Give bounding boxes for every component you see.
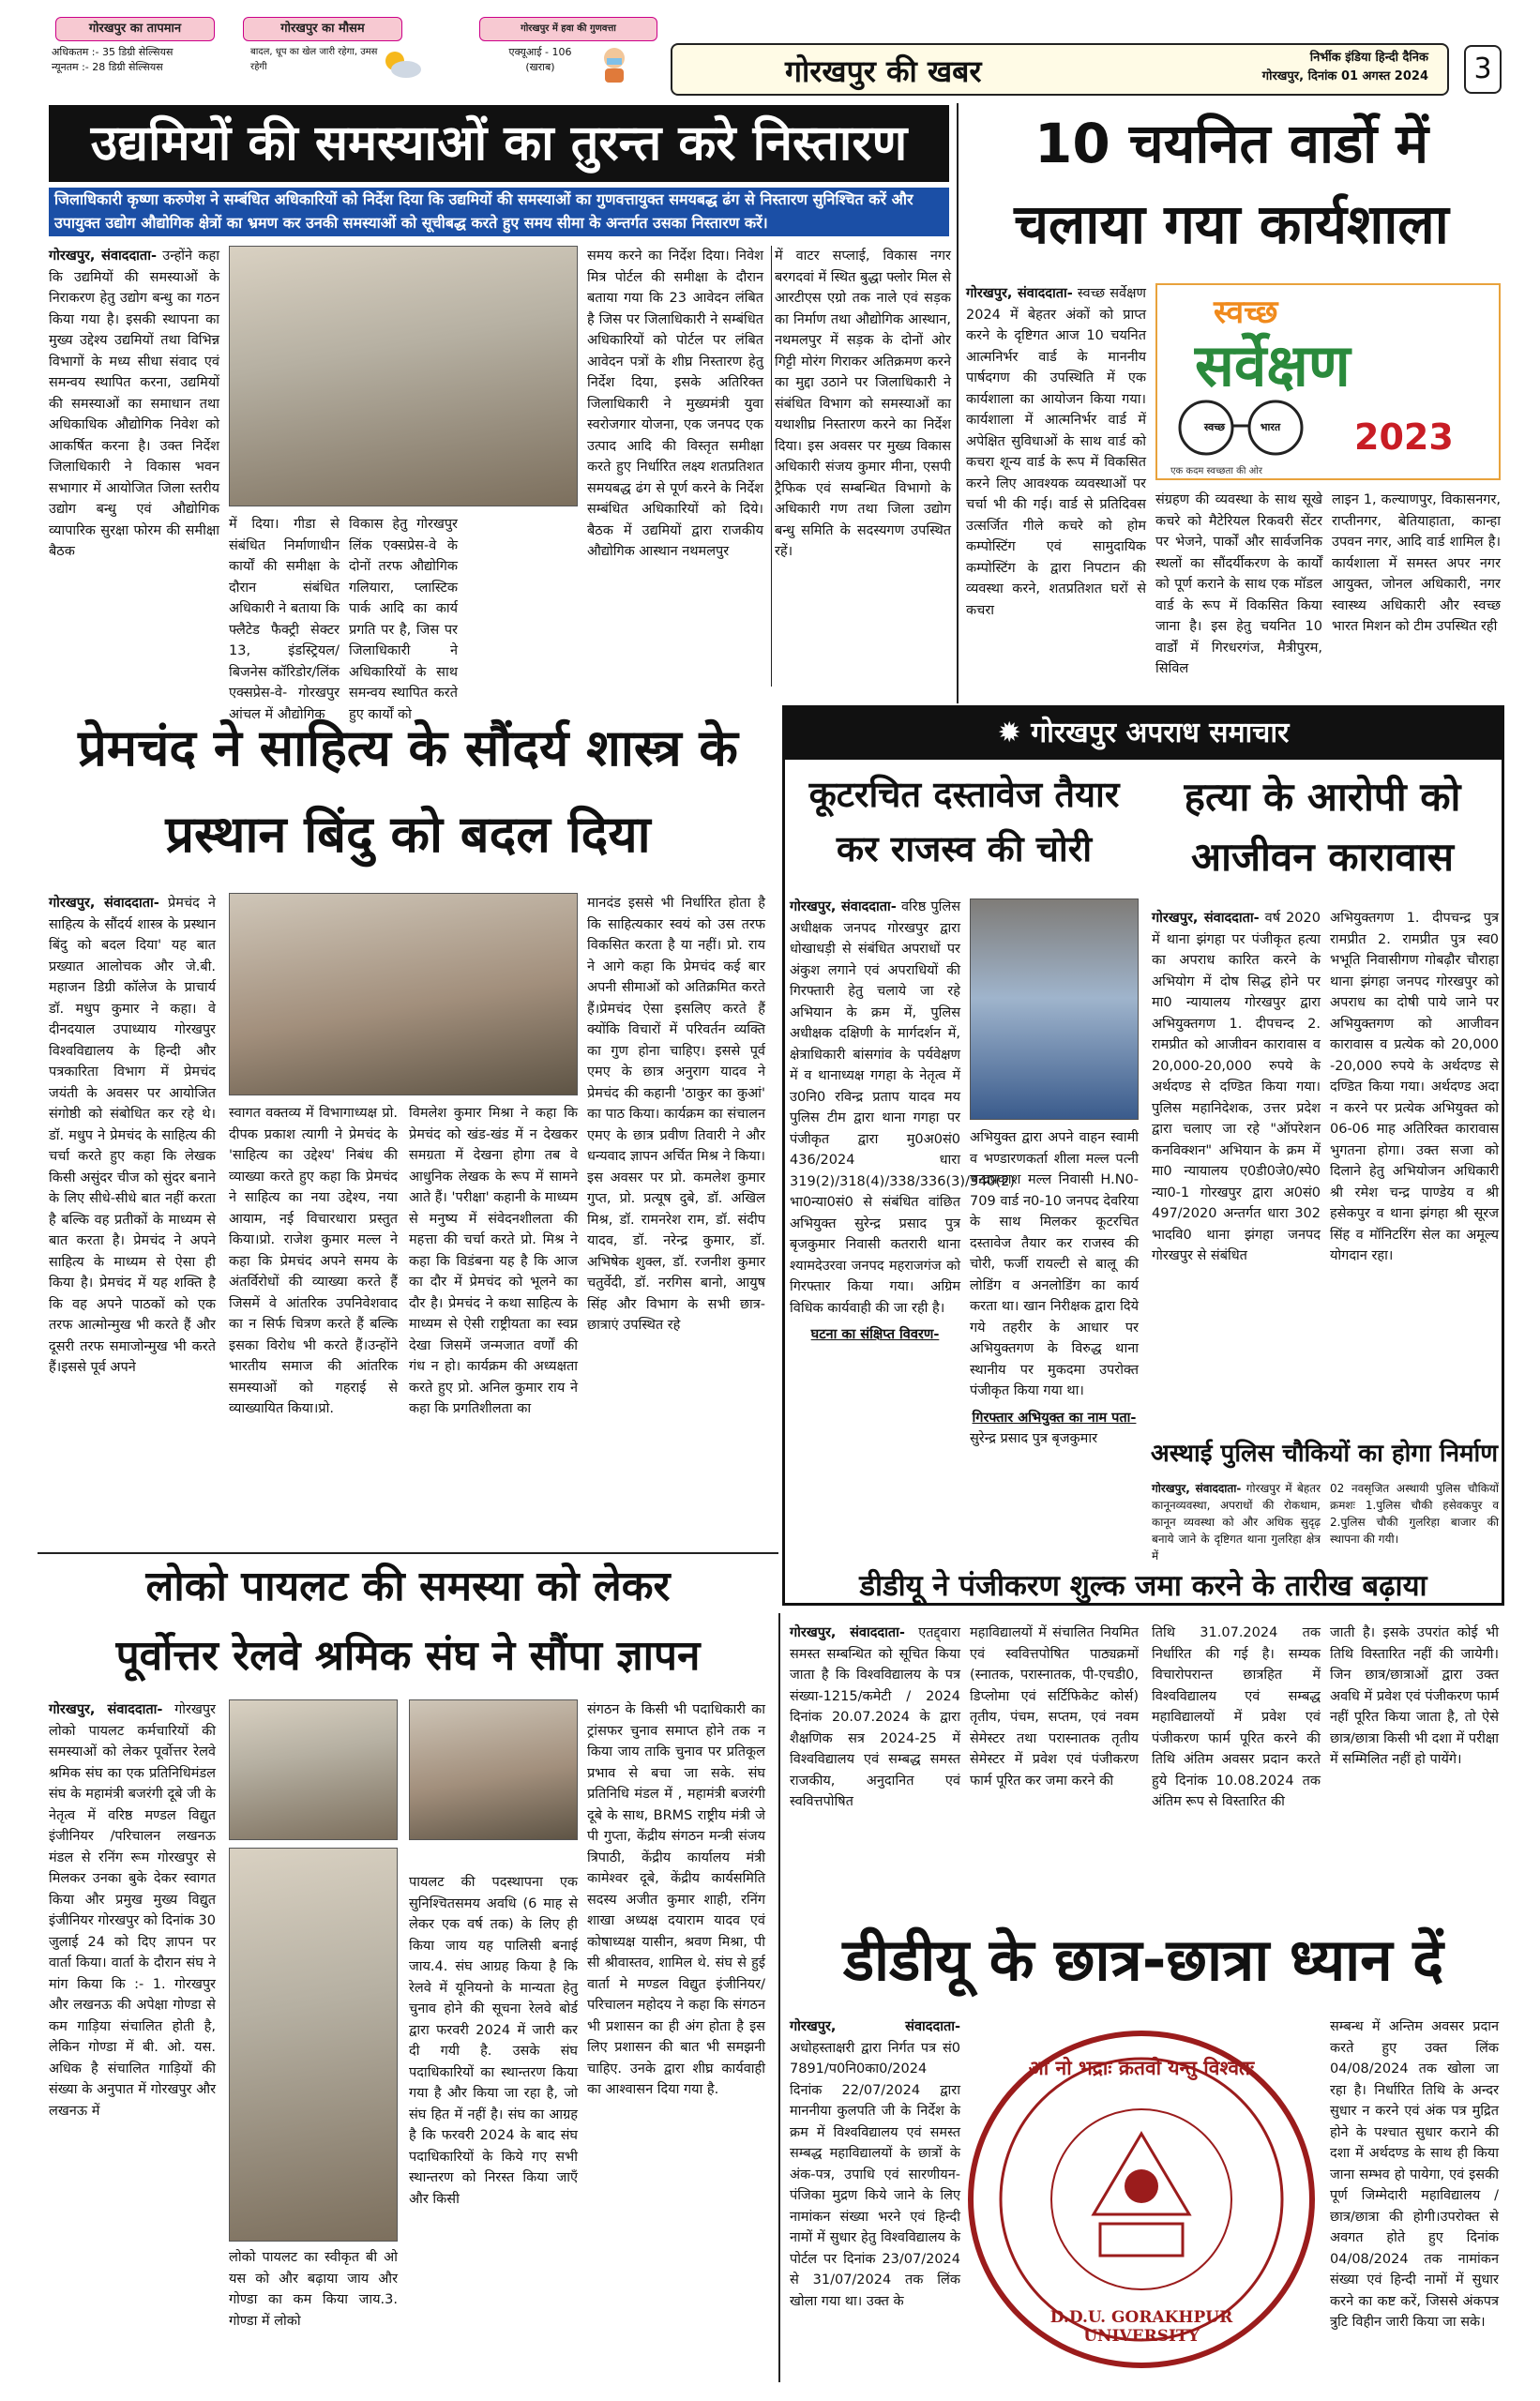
crime-a-text-1: वरिष्ठ पुलिस अधीक्षक जनपद गोरखपुर द्वारा धोखाधड़ी से संबंधित अपराधों पर अंकुश लगाने एवं अपराधियों की गिरफ्तारी हेतु चलाये जा रहे अभियान के क्रम में, पुलिस अधीक्षक दक्षिणी के मार्गदर्शन में, क्षेत्राधिकारी बांसगांव के पर्यवेक्षण में व थानाध्यक्ष गगहा के नेतृत्व में उ0नि0 रविन्द्र प्रताप यादव मय पुलिस टीम द्वारा थाना गगहा पर पंजीकृत द्वारा मु0अ0सं0 436/2024 धारा 319(2)/318(4)/338/336(3)/340(2) भा0न्या0सं0 से संबंधित वांछित अभियुक्त सुरेन्द्र प्रसाद पुत्र बृजकुमार निवासी कतरारी थाना श्यामदेउरवा जनपद महराजगंज को गिरफ्तार किया गया। अग्रिम विधिक कार्यवाही की जा रही है। xyxy=(790,899,1016,1316)
crime-c-column-2: 02 नवसृजित अस्थायी पुलिस चौकियों क्रमशः 1.पुलिस चौकी हसेवकपुर व 2.पुलिस चौकी गुलरिहा बाजार की स्थापना की गयी। xyxy=(1330,1482,1499,1546)
story1-deck: जिलाधिकारी कृष्णा करुणेश ने सम्बंधित अधिकारियों को निर्देश दिया कि उद्यमियों की समस्याओं का गुणवत्तायुक्त समयबद्ध ढंग से निस्तारण सुनिश्चित करें और उपायुक्त उद्योग औद्योगिक क्षेत्रों का भ्रमण कर उनकी समस्याओं को सूचीबद्ध करते हुए समय सीमा के अन्तर्गत उसका निस्तारण करें। xyxy=(49,188,949,236)
divider xyxy=(38,1552,778,1554)
union-photo-1 xyxy=(229,1699,398,1840)
logo-word-2: सर्वेक्षण xyxy=(1195,331,1351,400)
story3-column-3: विमलेश कुमार मिश्रा ने कहा कि प्रेमचंद को खंड-खंड में न देखकर समग्रता में देखना होगा तब वे आधुनिक लेखक के रूप में सामने आते हैं। 'परीक्षा' कहानी के माध्यम से मनुष्य में संवेदनशीलता की महत्ता की चर्चा करते प्रो. मिश्र ने कहा कि विडंबना यह है कि आज का दौर में प्रेमचंद को भूलने का दौर है। प्रेमचंद ने कथा साहित्य के माध्यम से ऐसी राष्ट्रीयता का स्वप्न देखा जिसमें जन्मजात वर्णों की गंध न हो। कार्यक्रम की अध्यक्षता करते हुए प्रो. अनिल कुमार राय ने कहा कि प्रगतिशीलता का xyxy=(409,1106,578,1416)
weather-tag: गोरखपुर का मौसम xyxy=(243,17,402,41)
temperature-tag: गोरखपुर का तापमान xyxy=(55,17,215,41)
sun-cloud-icon xyxy=(380,47,423,81)
meeting-photo xyxy=(229,246,578,506)
story3-headline: प्रेमचंद ने साहित्य के सौंदर्य शास्त्र के प्रस्थान बिंदु को बदल दिया xyxy=(78,718,738,864)
masthead-title: गोरखपुर की खबर xyxy=(785,53,982,89)
crime-b-column-1 xyxy=(1152,908,1321,1433)
story2-dateline: गोरखपुर, संवाददाता- xyxy=(966,286,1073,301)
story1-column-4: समय करने का निर्देश दिया। निवेश मित्र पोर्टल की समीक्षा के दौरान बताया गया कि 23 आवेदन लंबित है जिस पर जिलाधिकारी ने सम्बंधित अधिकारियों को पोर्टल पर लंबित आवेदन पत्रों के शीघ्र निस्तारण हेतु निर्देश दिया, इसके अतिरिक्त जिलाधिकारी ने मुख्यमंत्री युवा स्वरोजगार योजना, एक जनपद एक उत्पाद आदि की विस्तृत समीक्षा करते हुए निर्धारित लक्ष्य शतप्रतिशत समयबद्ध ढंग से पूर्ण करने के निर्देश सम्बंधित अधिकारियों को दिये। बैठक में उद्यमियों द्वारा राजकीय औद्योगिक आस्थान नथमलपुर xyxy=(587,249,763,559)
story6-column-1 xyxy=(790,2016,960,2382)
accused-photo xyxy=(970,898,1139,1120)
crime-a-note-1: घटना का संक्षिप्त विवरण- xyxy=(810,1327,940,1342)
aqi-value: एक्यूआई - 106 xyxy=(508,46,572,58)
divider xyxy=(771,246,772,687)
crime-b-headline: हत्या के आरोपी को आजीवन कारावास xyxy=(1184,774,1461,880)
crime-a-arrested: सुरेन्द्र प्रसाद पुत्र बृजकुमार xyxy=(970,1431,1098,1446)
logo-word-1: स्वच्छ xyxy=(1214,294,1278,331)
masthead xyxy=(671,43,1449,96)
story1-headline: उद्यमियों की समस्याओं का तुरन्त करे निस्तारण xyxy=(49,105,949,182)
seal-name: D.D.U. GORAKHPUR UNIVERSITY xyxy=(1049,2308,1233,2346)
crime-a-column-1 xyxy=(790,897,1016,1559)
crime-a-column-2 xyxy=(970,1127,1139,1512)
story3-dateline: गोरखपुर, संवाददाता- xyxy=(49,896,159,911)
divider xyxy=(957,103,959,703)
aqi-tag: गोरखपुर में हवा की गुणवत्ता xyxy=(479,17,657,41)
crime-b-dateline: गोरखपुर, संवाददाता- xyxy=(1152,911,1260,926)
story3-column-1 xyxy=(49,893,216,1549)
aqi-readout xyxy=(489,45,592,75)
divider xyxy=(778,1613,780,2382)
story2-column-3: लाइन 1, कल्याणपुर, विकासनगर, राप्तीनगर, बेतियाहाता, कान्हा उपवन नगर, आदि वार्ड शामिल है। कार्यशाला में समस्त अपर नगर आयुक्त, जोनल अधिकारी, नगर स्वास्थ्य अधिकारी और स्वच्छ भारत मिशन को टीम उपस्थित रही xyxy=(1332,492,1501,634)
story5-column-4: जाती है। इसके उपरांत कोई भी तिथि विस्तारित नहीं की जायेगी। जिन छात्र/छात्राओं द्वारा उक्त अवधि में प्रवेश एवं पंजीकरण फार्म नहीं पूरित किया जाता है, तो ऐसे छात्र/छात्रा किसी भी दशा में परीक्षा में सम्मिलित नहीं हो पायेंगे। xyxy=(1330,1625,1499,1767)
story2-headline: 10 चयनित वार्डो में चलाया गया कार्यशाला xyxy=(1014,112,1449,256)
crime-a-headline: कूटरचित दस्तावेज तैयार कर राजस्व की चोरी xyxy=(808,774,1120,869)
story2-column-1 xyxy=(966,283,1146,694)
crime-c-text-1: गोरखपुर में बेहतर कानूनव्यवस्था, अपराधों की रोकथाम, कानून व्यवस्था को और अधिक सुदृढ़ बनाये जाने के दृष्टिगत थाना गुलरिहा क्षेत्र में xyxy=(1152,1482,1321,1563)
seal-motto: आ नो भद्राः क्रतवो यन्तु विश्वतः xyxy=(1028,2057,1255,2079)
crime-a-dateline: गोरखपुर, संवाददाता- xyxy=(790,899,897,914)
story4-headline-2: पूर्वोत्तर रेलवे श्रमिक संघ ने सौंपा ज्ञापन xyxy=(115,1632,701,1680)
story3-column-2: स्वागत वक्तव्य में विभागाध्यक्ष प्रो. दीपक प्रकाश त्यागी ने प्रेमचंद के 'साहित्य का उद्देश्य' निबंध की व्याख्या करते हुए कहा कि प्रेमचंद ने साहित्य का नया उद्देश्य, नया आयाम, नई विचारधारा प्रस्तुत किया।प्रो. राजेश कुमार मल्ल ने कहा कि प्रेमचंद अपने समय के अंतर्विरोधों की व्याख्या करते हैं जिसमें वे आंतरिक उपनिवेशवाद का न सिर्फ चित्रण करते हैं बल्कि इसका विरोध भी करते हैं।उन्होंने भारतीय समाज की आंतरिक समस्याओं को गहराई से व्याख्यायित किया।प्रो. xyxy=(229,1106,398,1416)
crime-a-note-2: गिरफ्तार अभियुक्त का नाम पता- xyxy=(972,1410,1137,1426)
story5-text-1: एतद्द्वारा समस्त सम्बन्धित को सूचित किया जाता है कि विश्वविद्यालय के पत्र संख्या-1215/कमेटी / 2024 दिनांक 20.07.2024 के द्वारा शैक्षणिक सत्र 2024-25 में विश्वविद्यालय एवं सम्बद्ध समस्त राजकीय, अनुदानित एवं स्ववित्तपोषित xyxy=(790,1625,961,1809)
story6-column-2: सम्बन्ध में अन्तिम अवसर प्रदान करते हुए उक्त लिंक 04/08/2024 तक खोला जा रहा है। निर्धारित तिथि के अन्दर सुधार न करने एवं अंक पत्र मुद्रित होने के पश्चात सुधार कराने की दशा में अर्थदण्ड के साथ ही किया जाना सम्भव हो पायेगा, एवं इसकी पूर्ण जिम्मेदारी महाविद्यालय / छात्र/छात्रा की होगी।उपरोक्त से अवगत होते हुए दिनांक 04/08/2024 तक नामांकन संख्या एवं हिन्दी नामों में सुधार करने का कष्ट करें, जिससे अंकपत्र त्रुटि विहीन जारी किया जा सके। xyxy=(1330,2019,1499,2330)
story6-headline: डीडीयू के छात्र-छात्रा ध्यान दें xyxy=(842,1925,1444,1994)
crime-section-title xyxy=(784,707,1502,760)
story2-column-2: संग्रहण की व्यवस्था के साथ सूखे कचरे को मैटेरियल रिकवरी सेंटर पर भेजने, पार्कों और सार्वजनिक स्थलों का सौंदर्यीकरण के कार्यों को पूर्ण कराने के साथ एक मॉडल वार्ड के रूप में विकसित किया जाना है। इस हेतु चयनित 10 वार्डों में गिरधरगंज, मैत्रीपुरम, सिविल xyxy=(1155,492,1322,676)
story4-column-1 xyxy=(49,1699,216,2375)
min-temp: न्यूनतम :- 28 डिग्री सेल्सियस xyxy=(52,61,163,73)
story5-column-1 xyxy=(790,1623,960,1904)
story4-column-4: संगठन के किसी भी पदाधिकारी का ट्रांसफर चुनाव समाप्त होने तक न किया जाय ताकि चुनाव पर प्रतिकूल प्रभाव से बचा जा सके. संघ प्रतिनिधि मंडल में , महामंत्री बजरंगी दूबे के साथ, BRMS राष्ट्रीय मंत्री जे पी गुप्ता, केंद्रीय संगठन मन्त्री संजय त्रिपाठी, केंद्रीय कार्यालय मंत्री कामेश्वर दूबे, केंद्रीय कार्यसमिति सदस्य अजीत कुमार शाही, रनिंग शाखा अध्यक्ष दयाराम यादव एवं कोषाध्यक्ष यासीन, श्रवण मिश्रा, पी सी श्रीवास्तव, शामिल थे. संघ से हुई वार्ता मे मण्डल विद्युत इंजीनियर/परिचालन महोदय ने कहा कि संगठन भी प्रशासन का ही अंग होता है इस लिए प्रशासन की बात भी समझनी चाहिए. उनके द्वारा शीघ्र कार्यवाही का आश्वासन दिया गया है. xyxy=(587,1702,765,2097)
crime-section-label: गोरखपुर अपराध समाचार xyxy=(1031,717,1290,749)
weather-text: बादल, धूप का खेल जारी रहेगा, उमस रहेगी xyxy=(250,47,378,72)
seminar-photo xyxy=(229,893,578,1095)
crime-a-text-2: अभियुक्त द्वारा अपने वाहन स्वामी व भण्डारणकर्ता शीला मल्ल पत्नी चन्द्रप्रकाश मल्ल निवासी H.N0-709 वार्ड न0-10 जनपद देवरिया के साथ मिलकर कूटरचित दस्तावेज तैयार कर राजस्व की चोरी, फर्जी रायल्टी से बालू की लोडिंग व अनलोडिंग का कार्य करता था। खान निरीक्षक द्वारा दिये गये तहरीर के आधार पर अभियुक्तगण के विरुद्ध थाना स्थानीय पर मुकदमा उपरोक्त पंजीकृत किया गया था। xyxy=(970,1130,1139,1398)
union-photo-3 xyxy=(229,1848,398,2242)
story1-column-2: में दिया। गीडा से संबंधित निर्माणाधीन कार्यों की समीक्षा के दौरान संबंधित अधिकारी ने बताया कि फ्लैटेड फैक्ट्री सेक्टर 13, इंडस्ट्रियल/बिजनेस कॉरिडोर/लिंक एक्सप्रेस-वे- गोरखपुर आंचल में औद्योगिक xyxy=(229,517,340,722)
story6-dateline: गोरखपुर, संवाददाता- xyxy=(790,2019,960,2034)
crime-b-column-2: अभियुक्तगण 1. दीपचन्द्र पुत्र रामप्रीत 2. रामप्रीत पुत्र स्व0 भभूति निवासीगण गोबढ़ौर चौराहा थाना झंगहा जनपद गोरखपुर को अपराध का दोषी पाये जाने पर अभियुक्तगण को आजीवन कारावास व प्रत्येक को 20,000 -20,000 रुपये के अर्थदण्ड से दण्डित किया गया। अर्थदण्ड अदा न करने पर प्रत्येक अभियुक्त को 06-06 माह अतिरिक्त कारावास भुगतना होगा। उक्त सजा को दिलाने हेतु अभियोजन अधिकारी श्री रमेश चन्द्र पाण्डेय व श्री हसेकपुर व थाना झंगहा श्री सूरज सिंह व मॉनिटरिंग सेल का अमूल्य योगदान रहा। xyxy=(1330,911,1499,1263)
max-temp: अधिकतम :- 35 डिग्री सेल्सियस xyxy=(52,46,174,58)
ddu-university-seal xyxy=(968,2031,1315,2368)
story1-dateline: गोरखपुर, संवाददाता- xyxy=(49,249,157,264)
story5-dateline: गोरखपुर, संवाददाता- xyxy=(790,1625,905,1640)
story6-text-1: अधोहस्ताक्षरी द्वारा निर्गत पत्र सं0 7891/प0नि0का0/2024 दिनांक 22/07/2024 द्वारा माननीया कुलपति जी के निर्देश के क्रम में विश्वविद्यालय एवं समस्त सम्बद्ध महाविद्यालयों के छात्रों के अंक-पत्र, उपाधि एवं सारणीयन-पंजिका मुद्रण किये जाने के लिए नामांकन संख्या भरने एवं हिन्दी नामों में सुधार हेतु विश्वविद्यालय के पोर्टल पर दिनांक 23/07/2024 से 31/07/2024 तक लिंक खोला गया था। उक्त के xyxy=(790,2040,960,2309)
story3-column-4: मानदंड इससे भी निर्धारित होता है कि साहित्यकार स्वयं को उस तरफ विकसित करता है या नहीं। प्रो. राय ने आगे कहा कि प्रेमचंद कई बार अपनी सीमाओं को अतिक्रमित करते हैं।प्रेमचंद ऐसा इसलिए करते हैं क्योंकि विचारों में परिवर्तन व्यक्ति का गुण होना चाहिए। इससे पूर्व एमए के छात्र अनुराग यादव ने प्रेमचंद की कहानी 'ठाकुर का कुआं' का पाठ किया। कार्यक्रम का संचालन एमए के छात्र प्रवीण तिवारी ने और धन्यवाद ज्ञापन अर्चित मिश्र ने किया। इस अवसर पर प्रो. कमलेश कुमार गुप्त, प्रो. प्रत्यूष दुबे, डॉ. अखिल मिश्र, डॉ. रामनरेश राम, डॉ. संदीप यादव, डॉ. नरेन्द्र कुमार, डॉ. अभिषेक शुक्ल, डॉ. रजनीश कुमार चतुर्वेदी, डॉ. नरगिस बानो, आयुष सिंह और विभाग के सभी छात्र-छात्राएं उपस्थित रहे xyxy=(587,896,765,1333)
logo-year: 2023 xyxy=(1354,416,1454,458)
story4-column-3: पायलट की पदस्थापना एक सुनिश्चितसमय अवधि (6 माह से लेकर एक वर्ष तक) के लिए ही किया जाय यह पालिसी बनाई जाय.4. संघ आग्रह किया है कि रेलवे में यूनियनो के मान्यता हेतु चुनाव होने की सूचना रेलवे बोर्ड द्वारा फरवरी 2024 में जारी कर दी गयी है. उसके संघ पदाधिकारियों का स्थान्तरण किया गया है और किया जा रहा है, जो संघ हित में नहीं है। संघ का आग्रह है कि फरवरी 2024 के बाद संघ पदाधिकारियों के किये गए सभी स्थान्तरण को निरस्त किया जाएँ और किसी xyxy=(409,1875,578,2207)
story5-column-3: तिथि 31.07.2024 तक निर्धारित की गई है। सम्यक विचारोपरान्त छात्रहित में विश्वविद्यालय एवं सम्बद्ध महाविद्यालयों में प्रवेश एवं पंजीकरण फार्म पूरित करने की तिथि अंतिम अवसर प्रदान करते हुये दिनांक 10.08.2024 तक अंतिम रूप से विस्तारित की xyxy=(1152,1625,1321,1809)
crime-b-text-1: वर्ष 2020 में थाना झंगहा पर पंजीकृत हत्या का अपराध कारित करने के अभियोग में दोष सिद्ध होने पर मा0 न्यायालय गोरखपुर द्वारा अभियुक्तगण 1. दीपचन्द 2. रामप्रीत को आजीवन कारावास व 20,000-20,000 रुपये के अर्थदण्ड से दण्डित किया गया। पुलिस महानिदेशक, उत्तर प्रदेश द्वारा चलाए जा रहे "ऑपरेशन कनविक्शन" अभियान के क्रम में मा0 न्यायालय ए0डी0जे0/स्पे0 न्या0-1 गोरखपुर द्वारा अ0सं0 497/2020 अन्तर्गत धारा 302 भादवि0 थाना झंगहा जनपद गोरखपुर से संबंधित xyxy=(1152,911,1321,1263)
paper-name: निर्भीक इंडिया हिन्दी दैनिक xyxy=(1309,51,1428,65)
story1-column-3: विकास हेतु गोरखपुर लिंक एक्सप्रेस-वे के दोनों तरफ औद्योगिक गलियारा, प्लास्टिक पार्क आदि का कार्य प्रगति पर है, जिस पर जिलाधिकारी ने अधिकारियों के साथ समन्वय स्थापित करते हुए कार्यों को xyxy=(349,517,458,722)
story2-text-1: स्वच्छ सर्वेक्षण 2024 में बेहतर अंकों को प्राप्त करने के दृष्टिगत आज 10 चयनित आत्मनिर्भर वार्ड के माननीय पार्षदगण की उपस्थिति में एक कार्यशाला का आयोजन किया गया। कार्यशाला में आत्मनिर्भर वार्ड में अपेक्षित सुविधाओं के साथ वार्ड को कचरा शून्य वार्ड के रूप में विकसित करने लिए आवश्यक व्यवस्थाओं पर चर्चा भी की गई। वार्ड से प्रतिदिवस उत्सर्जित गीले कचरे को होम कम्पोस्टिंग एवं सामुदायिक कम्पोस्टिंग के द्वारा निपटान की व्यवस्था करने, शतप्रतिशत घरों से कचरा xyxy=(966,286,1147,618)
page-number: 3 xyxy=(1464,45,1502,94)
story3-text-1: प्रेमचंद ने साहित्य के सौंदर्य शास्त्र के प्रस्थान बिंदु को बदल दिया' यह बात प्रख्यात आलोचक और जे.बी. महाजन डिग्री कॉलेज के प्राचार्य डॉ. मधुप कुमार ने कहा। वे दीनदयाल उपाध्याय गोरखपुर विश्वविद्यालय के हिन्दी और पत्रकारिता विभाग में प्रेमचंद जयंती के अवसर पर आयोजित संगोष्ठी को संबोधित कर रहे थे। डॉ. मधुप ने प्रेमचंद के साहित्य की चर्चा करते हुए कहा कि लेखक किसी असुंदर चीज को सुंदर बनाने के लिए सीधे-सीधे बात नहीं करता है बल्कि वह प्रतीकों के माध्यम से बात करता है। प्रेमचंद ने अपने साहित्य के माध्यम से ऐसा ही किया है। प्रेमचंद में यह शक्ति है कि वह अपने पाठकों को एक तरफ आत्मोन्मुख भी करते हैं और दूसरी तरफ समाजोन्मुख भी करते हैं।इससे पूर्व अपने xyxy=(49,896,216,1375)
story4-headline-1: लोको पायलट की समस्या को लेकर xyxy=(145,1563,671,1610)
story1-text-1: उन्होंने कहा कि उद्यमियों की समस्याओं के निराकरण हेतु उद्योग बन्धु का गठन किया गया है। इसकी स्थापना का मुख्य उद्देश्य उद्यमियों तथा विभिन्न विभागों के मध्य सीधा संवाद एवं समन्वय स्थापित करना, उद्यमियों की समस्याओं का समाधान तथा अधिकाधिक औद्योगिक निवेश को आकर्षित करना है। उक्त निर्देश जिलाधिकारी ने विकास भवन सभागार में आयोजित जिला स्तरीय उद्योग बन्धु एवं औद्योगिक व्यापारिक सुरक्षा फोरम की समीक्षा बैठक xyxy=(49,249,219,559)
union-photo-2 xyxy=(409,1699,578,1840)
logo-glasses-text: स्वच्छ भारत xyxy=(1203,421,1281,433)
story4-dateline: गोरखपुर, संवाददाता- xyxy=(49,1702,163,1717)
aqi-status: (खराब) xyxy=(525,61,555,73)
crime-c-dateline: गोरखपुर, संवाददाता- xyxy=(1152,1482,1242,1495)
page-header xyxy=(52,13,1501,98)
child-mask-icon xyxy=(597,45,631,83)
temperature-readout xyxy=(52,45,239,75)
crime-c-headline: अस्थाई पुलिस चौकियों का होगा निर्माण xyxy=(1150,1440,1499,1468)
dateline: गोरखपुर, दिनांक 01 अगस्त 2024 xyxy=(1261,69,1428,83)
story1-column-1 xyxy=(49,246,219,685)
logo-tagline: एक कदम स्वच्छता की ओर xyxy=(1170,466,1262,476)
sunburst-icon: ✹ xyxy=(997,717,1032,749)
story1-column-5: में वाटर सप्लाई, विकास नगर बरगदवां में स्थित बुद्धा फ्लोर मिल से आरटीएस एग्रो तक नाले एवं सड़क का निर्माण तथा औद्योगिक आस्थान, नथमलपुर में सड़क के दोनों ओर गिट्टी मोरंग गिराकर अतिक्रमण करने का मुद्दा उठाने पर जिलाधिकारी ने संबंधित विभाग को समस्याओं का यथाशीघ्र निस्तारण करने का निर्देश दिया। इस अवसर पर मुख्य विकास अधिकारी संजय कुमार मीना, एसपी ट्रैफिक एवं सम्बन्धित विभागो के अधिकारी गण तथा जिला उद्योग बन्धु समिति के सदस्यगण उपस्थित रहें। xyxy=(775,249,951,559)
swachh-survekshan-logo xyxy=(1155,283,1501,480)
story4-column-2: लोको पायलट का स्वीकृत बी ओ यस को और बढ़ाया जाय और गोण्डा का कम किया जाय.3. गोण्डा में लोको xyxy=(229,2250,398,2329)
story5-headline: डीडीयू ने पंजीकरण शुल्क जमा करने के तारीख बढ़ाया xyxy=(859,1569,1427,1603)
masthead-meta xyxy=(1262,49,1428,86)
story5-column-2: महाविद्यालयों में संचालित नियमित एवं स्ववित्तपोषित पाठ्यक्रमों (स्नातक, परास्नातक, पी-एचडी0, डिप्लोमा एवं सर्टिफिकेट कोर्स) तृतीय, पंचम, सप्तम, एवं नवम सेमेस्टर तथा परास्नातक तृतीय सेमेस्टर में प्रवेश एवं पंजीकरण फार्म पूरित कर जमा करने की xyxy=(970,1625,1139,1789)
story4-text-1: गोरखपुर लोको पायलट कर्मचारियों की समस्याओं को लेकर पूर्वोत्तर रेलवे श्रमिक संघ का एक प्रतिनिधिमंडल संघ के महामंत्री बजरंगी दूबे जी के नेतृत्व में वरिष्ठ मण्डल विद्युत इंजीनियर /परिचालन लखनऊ मंडल से रनिंग रूम गोरखपुर से मिलकर उनका बुके देकर स्वागत किया और प्रमुख मुख्य विद्युत इंजीनियर गोरखपुर को दिनांक 30 जुलाई 24 को दिए ज्ञापन पर वार्ता किया। वार्ता के दौरान संघ ने मांग किया कि :- 1. गोरखपुर और लखनऊ की अपेक्षा गोण्डा से कम गाड़िया संचालित होती है, लेकिन गोण्डा में बी. ओ. यस. अधिक है संचालित गाड़ियों की संख्या के अनुपात में गोरखपुर और लखनऊ में xyxy=(49,1702,216,2119)
